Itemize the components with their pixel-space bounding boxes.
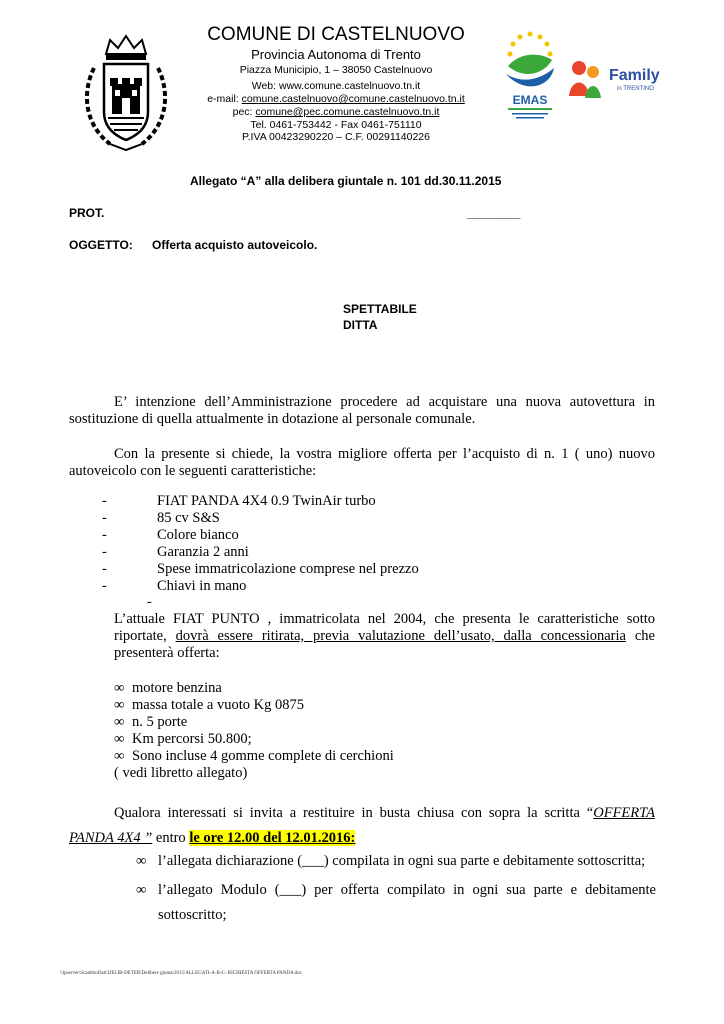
addressee-line-1: SPETTABILE	[343, 302, 417, 316]
paragraph-intent: E’ intenzione dell’Amministrazione procedere ad acquistare una nuova autovettura in sostituzione di quella attualmente in dotazione al personale comunale.	[69, 394, 655, 427]
address: Piazza Municipio, 1 – 38050 Castelnuovo	[239, 64, 433, 76]
paragraph-request: Con la presente si chiede, la vostra migliore offerta per l’acquisto di n. 1 ( uno) nuovo autoveicolo con le seguenti caratteristiche:	[69, 446, 655, 479]
email-link[interactable]: comune.castelnuovo@comune.castelnuovo.tn.it	[241, 93, 465, 105]
pec-line	[180, 106, 492, 118]
vat-fiscal-code: P.IVA 00423290220 – C.F. 00291140226	[241, 131, 430, 143]
attachment-line: Allegato “A” alla delibera giuntale n. 101 dd.30.11.2015	[190, 174, 502, 188]
requirement-offer-form: ∞ l’allegato Modulo (___) per offerta compilato in ogni sua parte e debitamente sottoscritto;	[136, 882, 656, 923]
prot-label: PROT.	[69, 206, 105, 220]
paragraph-old-car: L’attuale FIAT PUNTO , immatricolata nel 2004, che presenta le caratteristiche sotto riportate, dovrà essere ritirata, previa valutazione dell’usato, dalla concessionaria che presenterà offerta:	[114, 611, 655, 661]
list-item: ∞ motore benzina	[114, 680, 222, 696]
list-item: - Garanzia 2 anni	[102, 544, 249, 560]
website-link[interactable]: www.comune.castelnuovo.tn.it	[278, 80, 421, 92]
list-item: ∞ Sono incluse 4 gomme complete di cerchioni	[114, 748, 394, 764]
subject-label: OGGETTO:	[69, 238, 133, 252]
family-in-trentino-logo	[565, 56, 665, 106]
email-line	[180, 93, 492, 105]
addressee-line-2: DITTA	[343, 318, 378, 332]
subject: Offerta acquisto autoveicolo.	[152, 238, 318, 252]
list-item: ∞ massa totale a vuoto Kg 0875	[114, 697, 304, 713]
emas-logo	[500, 30, 560, 122]
pec-label: pec:	[232, 106, 256, 118]
list-item: - FIAT PANDA 4X4 0.9 TwinAir turbo	[102, 493, 376, 509]
deadline-highlight: le ore 12.00 del 12.01.2016:	[189, 830, 356, 846]
municipality-crest-logo	[80, 32, 172, 156]
list-item: - Spese immatricolazione comprese nel prezzo	[102, 561, 419, 577]
list-item: - 85 cv S&S	[102, 510, 220, 526]
list-item-empty: -	[147, 594, 152, 610]
paragraph-deadline: Qualora interessati si invita a restituire in busta chiusa con sopra la scritta “OFFERTA PANDA 4X4 ” entro le ore 12.00 del 12.01.2016:	[69, 805, 655, 846]
footer-file-path: \\lpserver\ScambioDati\DELIB-DETER\Delibere giunta\2015\ALLEGATI-A-B-C- RICHIESTA OFFERTA PANDA.doc	[60, 971, 303, 976]
family-sub-text: in TRENTINO	[617, 86, 654, 92]
list-item: - Chiavi in mano	[102, 578, 247, 594]
emas-text: EMAS	[512, 93, 548, 107]
old-car-note: ( vedi libretto allegato)	[114, 765, 248, 781]
email-label: e-mail:	[207, 93, 242, 105]
list-item: ∞ n. 5 porte	[114, 714, 188, 730]
pec-link[interactable]: comune@pec.comune.castelnuovo.tn.it	[255, 106, 440, 118]
website-label: Web:	[251, 80, 279, 92]
list-item: - Colore bianco	[102, 527, 239, 543]
municipality-name: COMUNE DI CASTELNUOVO	[207, 24, 465, 45]
prot-blank: ________	[467, 206, 521, 220]
requirement-declaration: ∞ l’allegata dichiarazione (___) compilata in ogni sua parte e debitamente sottoscritta;	[136, 853, 646, 869]
family-text: Family	[609, 67, 660, 84]
website-line	[180, 80, 492, 92]
list-item: ∞ Km percorsi 50.800;	[114, 731, 252, 747]
phone-fax: Tel. 0461-753442 - Fax 0461-751110	[250, 119, 422, 131]
province-name: Provincia Autonoma di Trento	[251, 47, 421, 62]
